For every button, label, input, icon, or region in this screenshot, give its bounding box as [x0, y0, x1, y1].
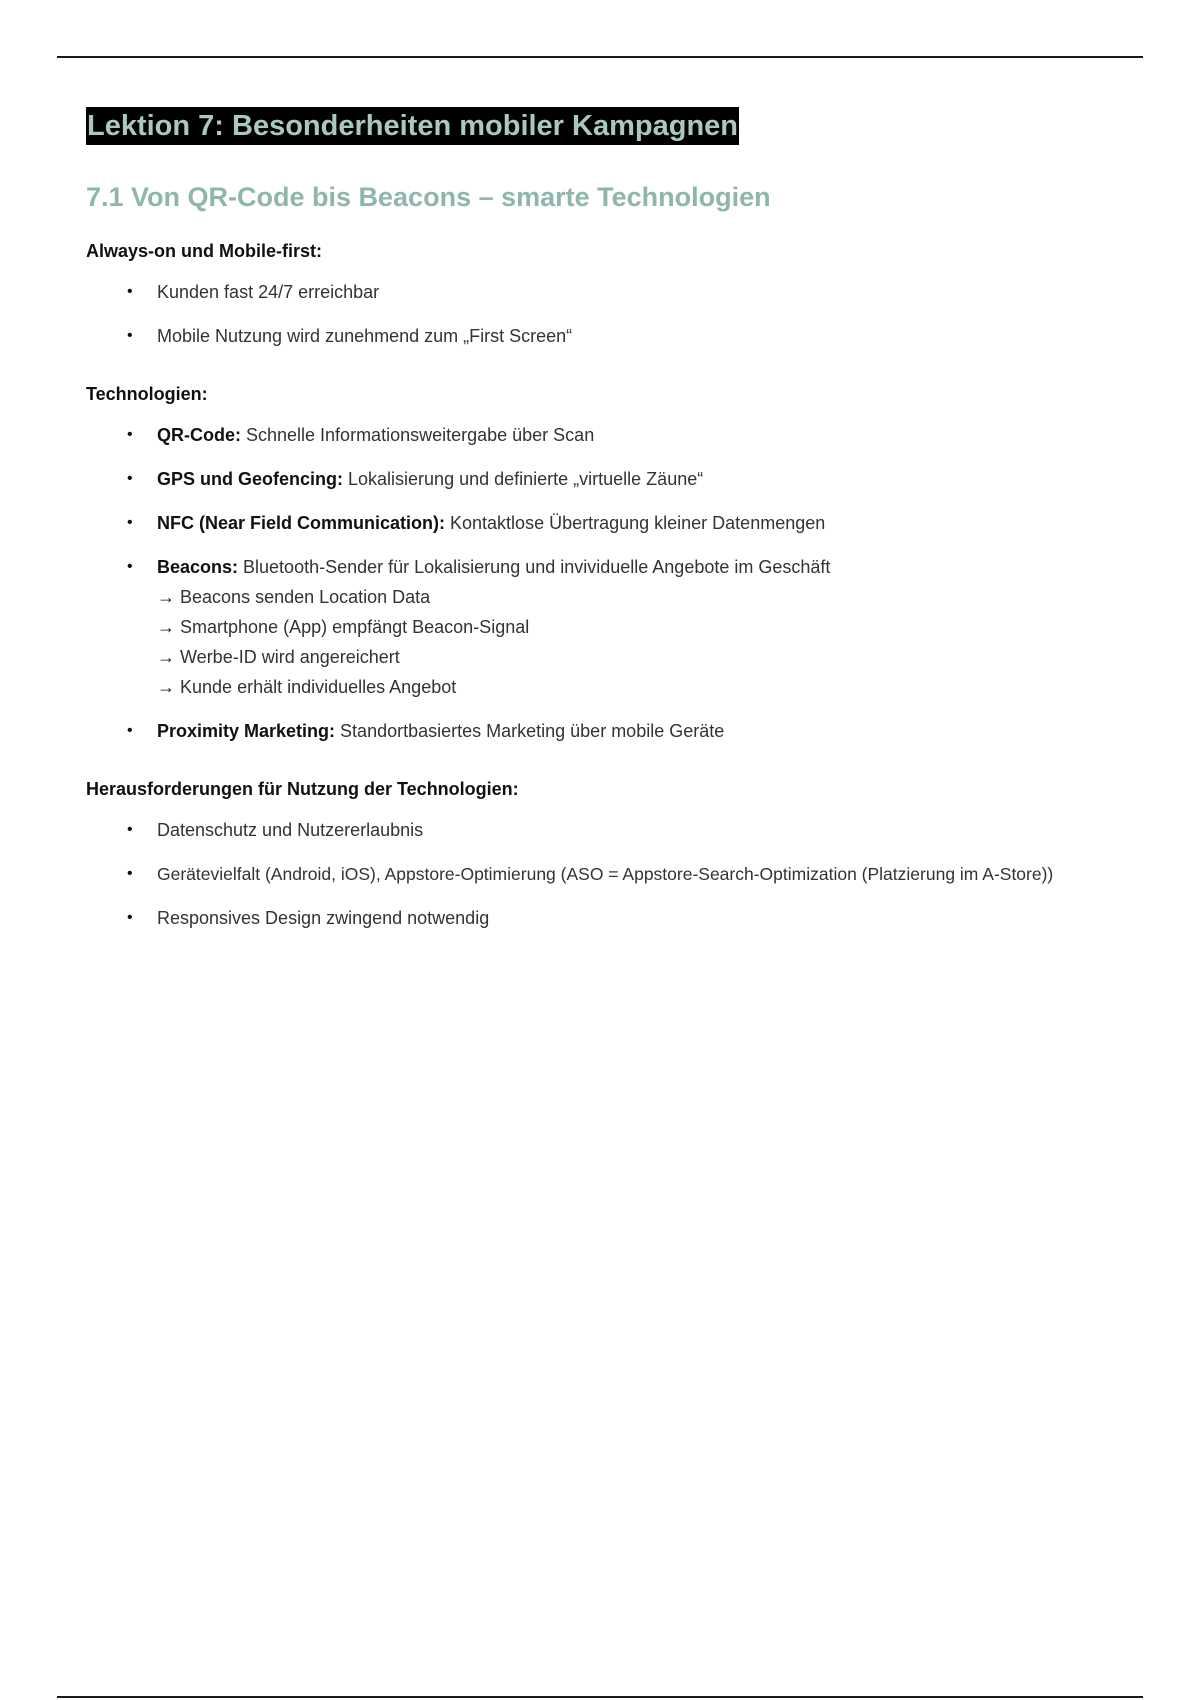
list-item: • Responsives Design zwingend notwendig — [86, 903, 1146, 933]
top-rule — [57, 56, 1143, 58]
section-title: 7.1 Von QR-Code bis Beacons – smarte Technologien — [86, 182, 771, 212]
bullet-icon: • — [127, 909, 133, 926]
always-on-list — [86, 277, 1146, 351]
list-item-nfc — [86, 508, 1146, 538]
beacon-step: → Kunde erhält individuelles Angebot — [157, 677, 457, 697]
beacon-step: → Smartphone (App) empfängt Beacon-Signal — [157, 617, 530, 637]
bullet-icon: • — [127, 821, 133, 838]
term-label: Proximity Marketing: — [157, 721, 336, 741]
challenges-heading: Herausforderungen für Nutzung der Technologien: — [86, 779, 519, 799]
bullet-icon: • — [127, 722, 133, 739]
arrow-right-icon: → — [157, 587, 175, 607]
list-item: • Mobile Nutzung wird zunehmend zum „First Screen“ — [86, 321, 1146, 351]
term-label: QR-Code: — [157, 425, 241, 445]
beacon-step: → Werbe-ID wird angereichert — [157, 647, 400, 667]
term-description: Kontaktlose Übertragung kleiner Datenmengen — [445, 513, 826, 533]
arrow-right-icon: → — [157, 617, 175, 637]
list-item: • Kunden fast 24/7 erreichbar — [86, 277, 1146, 307]
term-label: NFC (Near Field Communication): — [157, 513, 446, 533]
list-item-beacons — [86, 552, 1146, 702]
bullet-icon: • — [127, 470, 133, 487]
bottom-rule — [57, 1696, 1143, 1698]
bullet-icon: • — [127, 514, 133, 531]
bullet-icon: • — [127, 865, 133, 882]
term-description: Bluetooth-Sender für Lokalisierung und invividuelle Angebote im Geschäft — [238, 557, 831, 577]
term-label: GPS und Geofencing: — [157, 469, 344, 489]
list-item: • Datenschutz und Nutzererlaubnis — [86, 815, 1146, 845]
arrow-right-icon: → — [157, 677, 175, 697]
bullet-icon: • — [127, 283, 133, 300]
technologies-list — [86, 420, 1146, 746]
arrow-right-icon: → — [157, 647, 175, 667]
bullet-icon: • — [127, 426, 133, 443]
challenges-list — [86, 815, 1146, 933]
page-content — [86, 107, 1146, 933]
always-on-heading: Always-on und Mobile-first: — [86, 241, 322, 261]
lesson-title: Lektion 7: Besonderheiten mobiler Kampagnen — [86, 107, 739, 145]
term-label: Beacons: — [157, 557, 239, 577]
term-description: Standortbasiertes Marketing über mobile Geräte — [335, 721, 725, 741]
term-description: Schnelle Informationsweitergabe über Scan — [241, 425, 595, 445]
beacon-step: → Beacons senden Location Data — [157, 587, 431, 607]
bullet-icon: • — [127, 558, 133, 575]
bullet-icon: • — [127, 327, 133, 344]
list-item-qr-code — [86, 420, 1146, 450]
term-description: Lokalisierung und definierte „virtuelle Zäune“ — [343, 469, 704, 489]
technologies-heading: Technologien: — [86, 384, 208, 404]
list-item-proximity — [86, 716, 1146, 746]
list-item: • Gerätevielfalt (Android, iOS), Appstore-Optimierung (ASO = Appstore-Search-Optimization (Platzierung im A-Store)) — [86, 859, 1146, 889]
list-item-gps — [86, 464, 1146, 494]
